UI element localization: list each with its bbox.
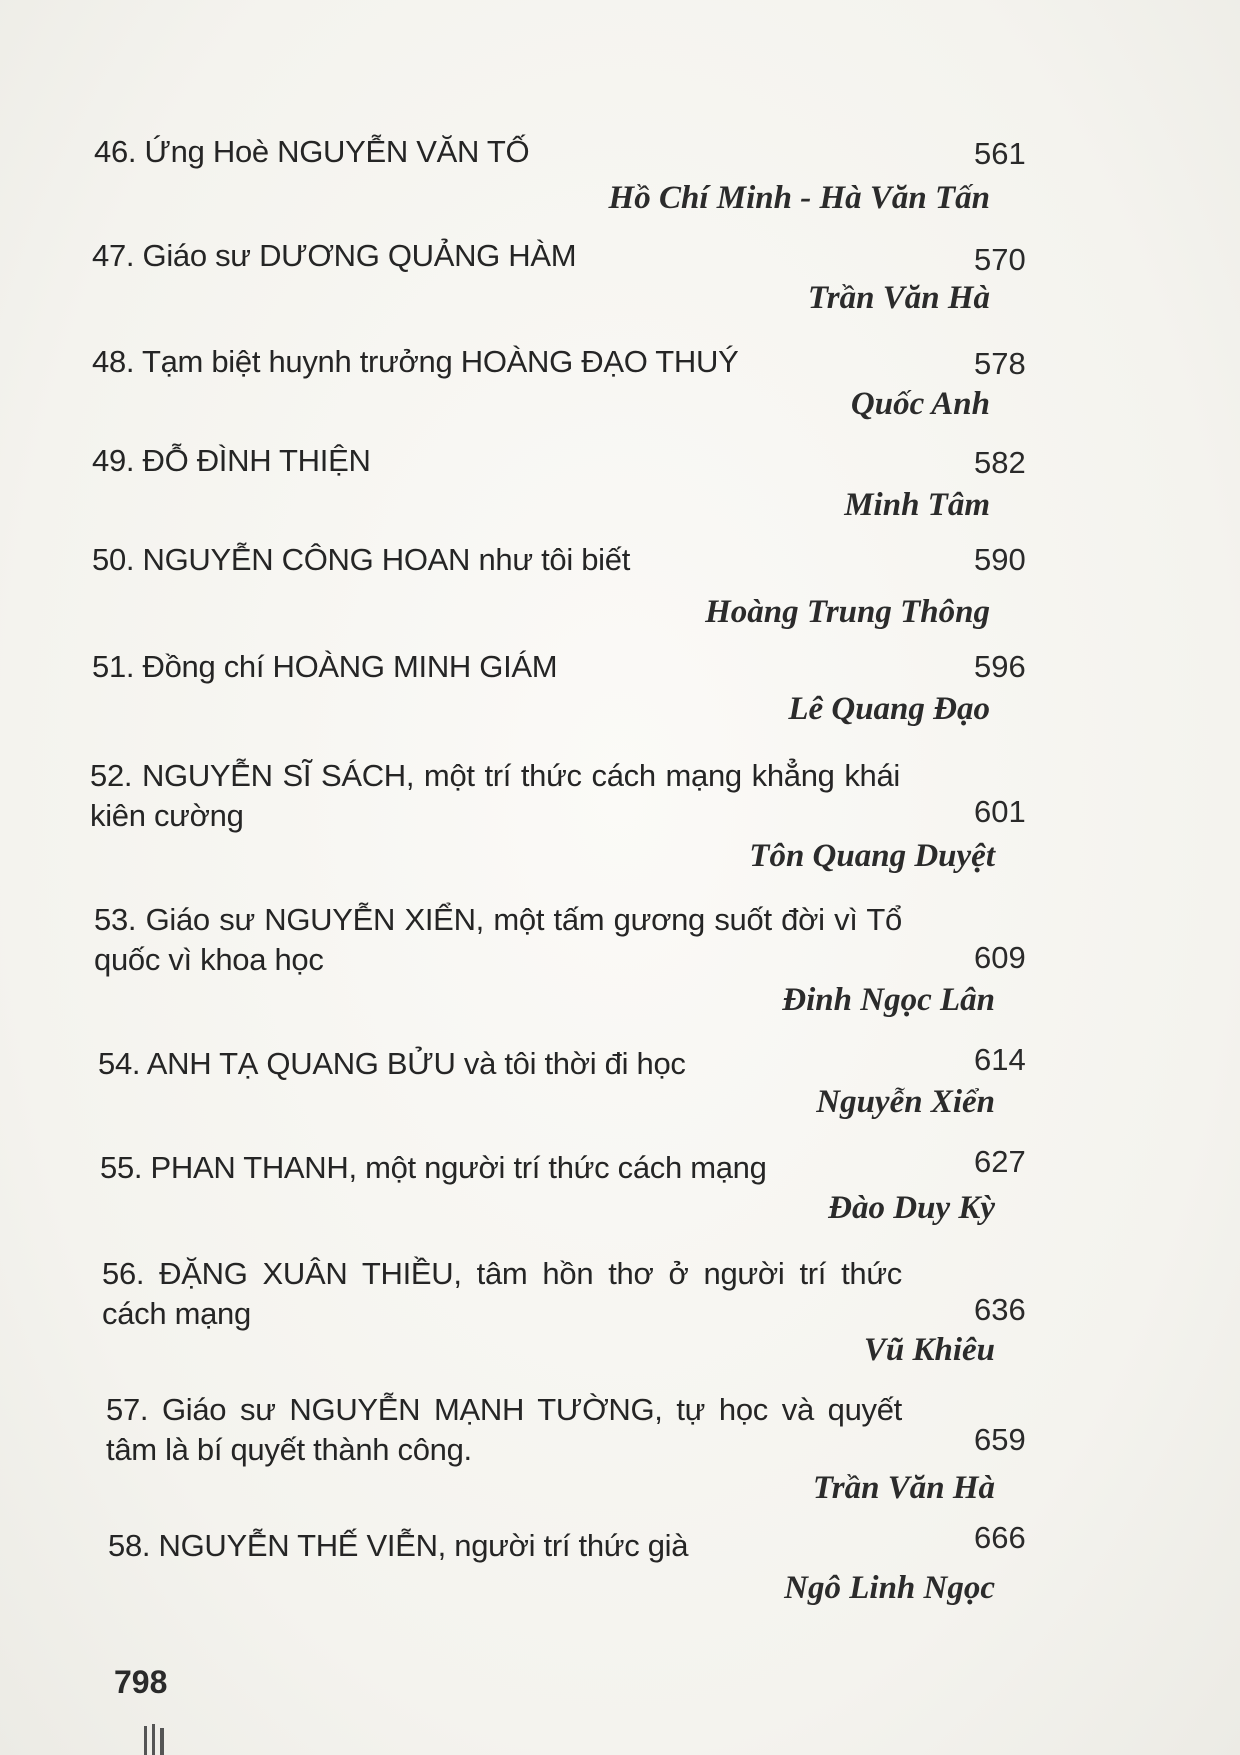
entry-page-number: 590 xyxy=(974,542,1026,577)
entry-title: 51. Đồng chí HOÀNG MINH GIÁM xyxy=(92,649,558,684)
entry-page-number: 666 xyxy=(974,1520,1026,1555)
entry-page-number: 659 xyxy=(974,1422,1026,1457)
entry-author: Trần Văn Hà xyxy=(812,1470,995,1506)
entry-title: 46. Ứng Hoè NGUYỄN VĂN TỐ xyxy=(94,134,530,169)
entry-author: Lê Quang Đạo xyxy=(788,691,990,727)
entry-title: 50. NGUYỄN CÔNG HOAN như tôi biết xyxy=(92,542,631,577)
entry-title: 58. NGUYỄN THẾ VIỄN, người trí thức già xyxy=(108,1528,689,1563)
entry-page-number: 570 xyxy=(974,242,1026,277)
page-folio-number: 798 xyxy=(114,1664,168,1700)
entry-author: Vũ Khiêu xyxy=(863,1332,995,1368)
entry-title: 55. PHAN THANH, một người trí thức cách mạng xyxy=(100,1150,767,1185)
entry-page-number: 578 xyxy=(974,346,1026,381)
entry-page-number: 561 xyxy=(974,136,1026,171)
entry-page-number: 627 xyxy=(974,1144,1026,1179)
entry-author: Hồ Chí Minh - Hà Văn Tấn xyxy=(608,180,990,216)
entry-page-number: 596 xyxy=(974,649,1026,684)
table-of-contents xyxy=(90,0,1050,1755)
entry-title: 54. ANH TẠ QUANG BỬU và tôi thời đi học xyxy=(98,1046,686,1081)
entry-title: 47. Giáo sư DƯƠNG QUẢNG HÀM xyxy=(92,238,577,273)
entry-title: 48. Tạm biệt huynh trưởng HOÀNG ĐẠO THUÝ xyxy=(92,344,739,379)
entry-page-number: 609 xyxy=(974,940,1026,975)
entry-title: 49. ĐỖ ĐÌNH THIỆN xyxy=(92,443,371,478)
entry-title: 57. Giáo sư NGUYỄN MẠNH TƯỜNG, tự học và quyết tâm là bí quyết thành công. xyxy=(106,1392,902,1467)
entry-author: Nguyễn Xiển xyxy=(816,1084,995,1120)
entry-author: Trần Văn Hà xyxy=(807,280,990,316)
entry-title: 52. NGUYỄN SĨ SÁCH, một trí thức cách mạng khẳng khái kiên cường xyxy=(90,758,900,833)
entry-author: Quốc Anh xyxy=(850,386,990,422)
entry-author: Hoàng Trung Thông xyxy=(705,594,990,630)
entry-author: Ngô Linh Ngọc xyxy=(784,1570,995,1606)
entry-page-number: 582 xyxy=(974,445,1026,480)
entry-title: 53. Giáo sư NGUYỄN XIỂN, một tấm gương suốt đời vì Tổ quốc vì khoa học xyxy=(94,902,902,977)
entry-page-number: 636 xyxy=(974,1292,1026,1327)
entry-page-number: 614 xyxy=(974,1042,1026,1077)
entry-author: Đào Duy Kỳ xyxy=(828,1190,995,1226)
entry-title: 56. ĐẶNG XUÂN THIỀU, tâm hồn thơ ở người trí thức cách mạng xyxy=(102,1256,902,1331)
entry-author: Đinh Ngọc Lân xyxy=(782,982,995,1018)
entry-page-number: 601 xyxy=(974,794,1026,829)
entry-author: Tôn Quang Duyệt xyxy=(749,838,995,874)
entry-author: Minh Tâm xyxy=(844,487,990,523)
scan-binding-mark xyxy=(142,1722,172,1755)
